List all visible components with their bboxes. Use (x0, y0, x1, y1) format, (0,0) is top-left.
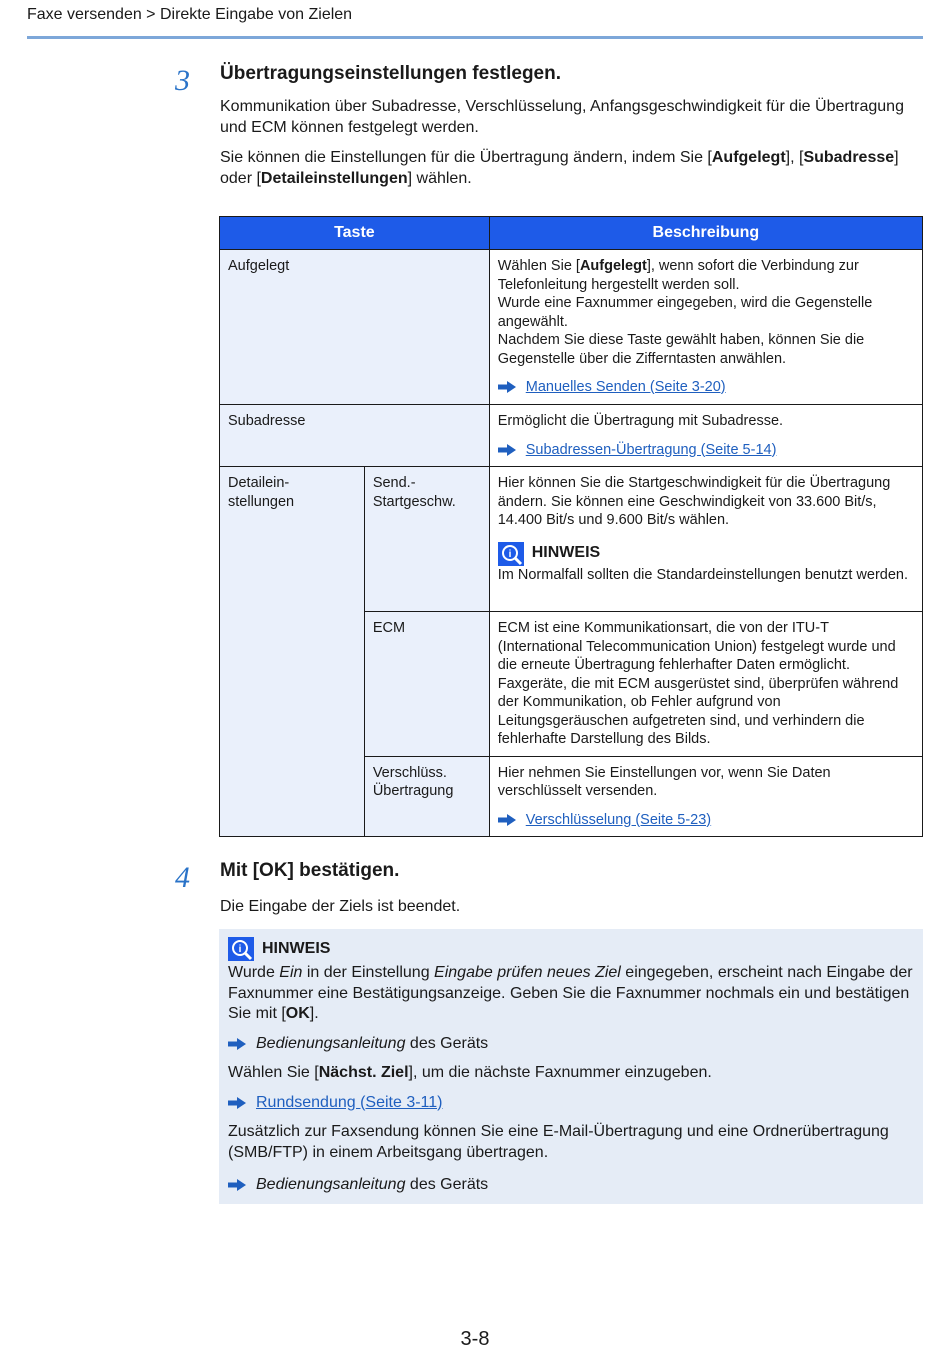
hint-paragraph-2: Wählen Sie [Nächst. Ziel], um die nächste Faxnummer einzugeben. (228, 1064, 712, 1081)
hint-info-icon (228, 937, 254, 961)
page-number: 3-8 (460, 1328, 490, 1350)
step-3-title: Übertragungseinstellungen festlegen. (220, 63, 561, 84)
table-row (220, 405, 923, 467)
link-rundsendung[interactable]: Rundsendung (Seite 3-11) (256, 1093, 443, 1111)
reference-arrow-icon (498, 814, 516, 826)
reference-arrow-icon (228, 1097, 246, 1109)
reference-arrow-icon (498, 444, 516, 456)
desc-verschluess-uebertragung: Hier nehmen Sie Einstellungen vor, wenn Sie Daten verschlüsselt versenden. Verschlüsselung (Seite 5-23) (489, 756, 922, 837)
key-ecm: ECM (364, 612, 489, 757)
link-subadressen-uebertragung[interactable]: Subadressen-Übertragung (Seite 5-14) (525, 441, 777, 458)
column-header-key: Taste (220, 217, 490, 250)
hint-info-icon (498, 542, 524, 566)
desc-subadresse: Ermöglicht die Übertragung mit Subadresse. Subadressen-Übertragung (Seite 5-14) (489, 405, 922, 467)
desc-send-startgeschw: Hier können Sie die Startgeschwindigkeit für die Übertragung ändern. Sie können eine Geschwindigkeit von 33.600 Bit/s, 14.400 Bit/s und 9.600 Bit/s wählen. i HINWEIS Im Normalfall sollten die Standardeinstellungen benutzt werden. (489, 467, 922, 612)
step-4-text: Die Eingabe der Ziels ist beendet. (220, 898, 461, 915)
key-send-startgeschw: Send.- Startgeschw. (364, 467, 489, 612)
hint-title: HINWEIS (262, 939, 331, 957)
step-4-number: 4 (175, 861, 190, 894)
reference-arrow-icon (498, 381, 516, 393)
step-3-intro: Kommunikation über Subadresse, Verschlüsselung, Anfangsgeschwindigkeit für die Übertragung und ECM können festgelegt werden. (220, 98, 904, 136)
table-row (220, 467, 923, 612)
header-divider (27, 36, 923, 39)
key-aufgelegt: Aufgelegt (220, 250, 490, 405)
hint-paragraph-1: Wurde Ein in der Einstellung Eingabe prüfen neues Ziel eingegeben, erscheint nach Eingabe der Faxnummer eine Bestätigungsanzeige. Geben Sie die Faxnummer nochmals ein und bestätigen Sie mit [OK]. (228, 964, 913, 1022)
desc-aufgelegt: Wählen Sie [Aufgelegt], wenn sofort die Verbindung zur Telefonleitung hergestellt werden soll. Wurde eine Faxnummer eingegeben, wird die Gegenstelle angewählt. Nachdem Sie diese Taste gewählt haben, können Sie die Gegenstelle über die Zifferntasten anwählen. Manuelles Senden (Seite 3-20) (489, 250, 922, 405)
key-detaileinstellungen: Detailein- stellungen (220, 467, 365, 837)
key-subadresse: Subadresse (220, 405, 490, 467)
hint-reference-3: Bedienungsanleitung des Geräts (228, 1175, 914, 1196)
svg-text:i: i (508, 548, 512, 560)
step-3-number: 3 (175, 64, 190, 97)
hint-box (219, 929, 923, 1204)
table-row (220, 250, 923, 405)
step-4-title: Mit [OK] bestätigen. (220, 860, 400, 881)
desc-ecm: ECM ist eine Kommunikationsart, die von der ITU-T (International Telecommunication Union) festgelegt wurde und die erneute Übertragung fehlerhafter Daten ermöglicht. Faxgeräte, die mit ECM ausgerüstet sind, überprüfen während der Kommunikation, ob Fehler aufgrund von Leitungsgeräuschen aufgetreten sind, und verhindern die fehlerhafte Darstellung des Bilds. (489, 612, 922, 757)
link-verschluesselung[interactable]: Verschlüsselung (Seite 5-23) (525, 811, 712, 828)
settings-table (219, 216, 923, 837)
column-header-description: Beschreibung (489, 217, 922, 250)
svg-text:i: i (238, 944, 242, 955)
key-verschluess-uebertragung: Verschlüss. Übertragung (364, 756, 489, 837)
link-manuelles-senden[interactable]: Manuelles Senden (Seite 3-20) (525, 379, 726, 395)
reference-arrow-icon (228, 1038, 246, 1050)
step-3-choose-text: Sie können die Einstellungen für die Übertragung ändern, indem Sie [Aufgelegt], [Subadresse] oder [Detaileinstellungen] wählen. (220, 149, 899, 187)
hint-paragraph-3: Zusätzlich zur Faxsendung können Sie eine E-Mail-Übertragung und eine Ordnerübertragung (SMB/FTP) in einem Arbeitsgang übertragen. (228, 1123, 889, 1161)
breadcrumb: Faxe versenden > Direkte Eingabe von Zielen (27, 6, 353, 23)
reference-arrow-icon (228, 1179, 246, 1191)
hint-reference-1: Bedienungsanleitung des Geräts (228, 1034, 914, 1055)
